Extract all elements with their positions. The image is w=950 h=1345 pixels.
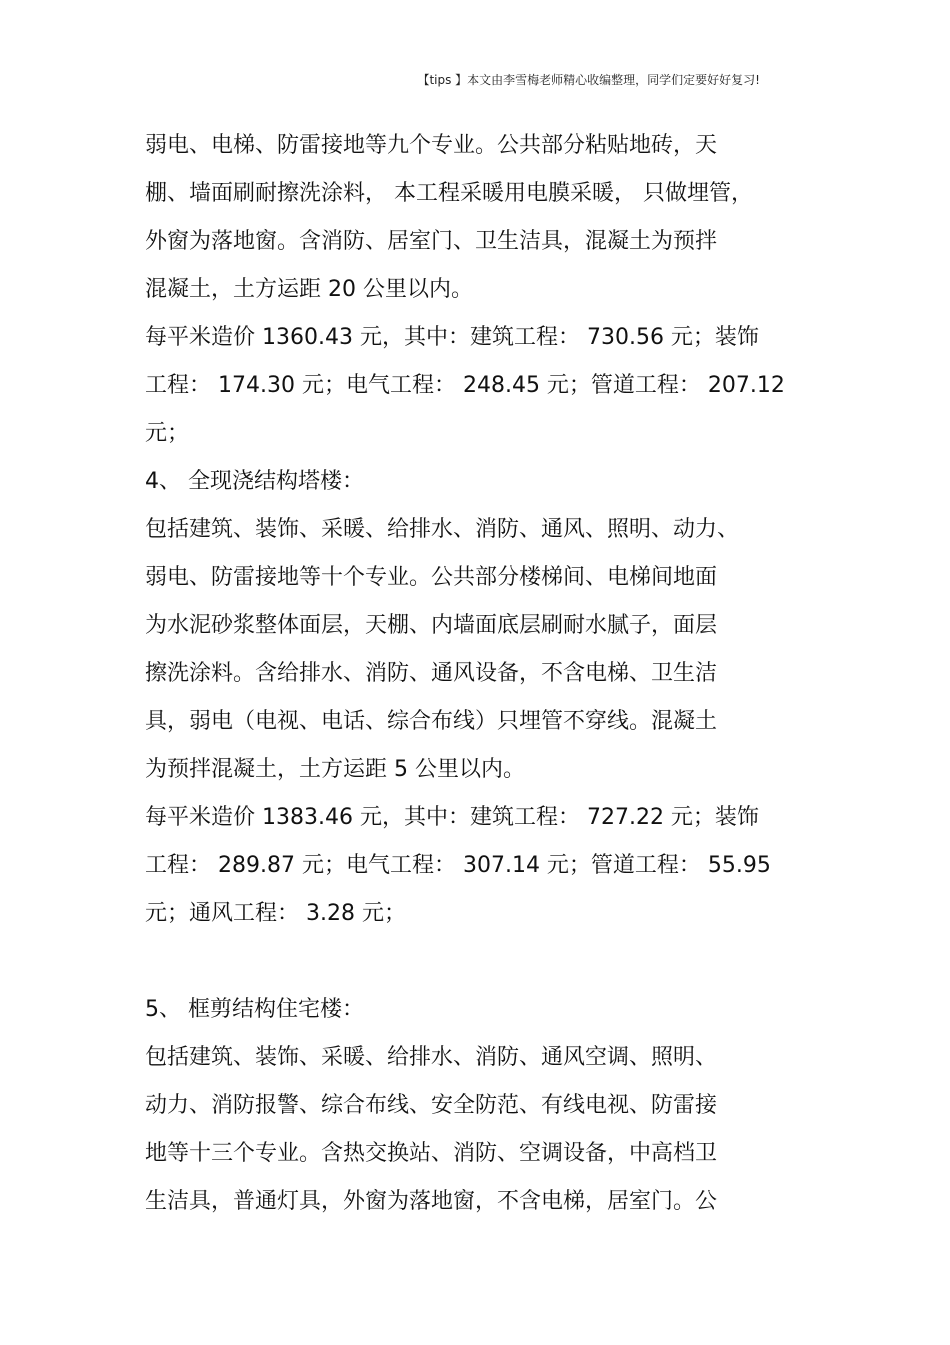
text-line: 为水泥砂浆整体面层，天棚、内墙面底层刷耐水腻子，面层 <box>145 613 718 638</box>
text-line: 生洁具，普通灯具，外窗为落地窗，不含电梯，居室门。公 <box>145 1189 718 1214</box>
text-line: 弱电、防雷接地等十个专业。公共部分楼梯间、电梯间地面 <box>145 565 718 590</box>
text-line: 地等十三个专业。含热交换站、消防、空调设备，中高档卫 <box>145 1141 718 1166</box>
cost-line: 每平米造价 1360.43 元，其中：建筑工程： 730.56 元；装饰 <box>145 325 759 350</box>
paragraph-gap <box>145 942 825 990</box>
cost-line: 元； <box>145 421 190 446</box>
cost-line: 元；通风工程： 3.28 元； <box>145 901 406 926</box>
text-line: 为预拌混凝土，土方运距 5 公里以内。 <box>145 757 525 782</box>
text-line: 外窗为落地窗。含消防、居室门、卫生洁具，混凝土为预拌 <box>145 229 718 254</box>
text-line: 包括建筑、装饰、采暖、给排水、消防、通风空调、照明、 <box>145 1045 718 1070</box>
text-line: 具，弱电（电视、电话、综合布线）只埋管不穿线。混凝土 <box>145 709 718 734</box>
section-heading-4: 4、 全现浇结构塔楼： <box>145 469 364 494</box>
text-line: 包括建筑、装饰、采暖、给排水、消防、通风、照明、动力、 <box>145 517 740 542</box>
section-heading-5: 5、 框剪结构住宅楼： <box>145 997 364 1022</box>
text-line: 擦洗涂料。含给排水、消防、通风设备，不含电梯、卫生洁 <box>145 661 718 686</box>
text-line: 棚、墙面刷耐擦洗涂料， 本工程采暖用电膜采暖， 只做埋管， <box>145 181 753 206</box>
cost-line: 工程： 289.87 元；电气工程： 307.14 元；管道工程： 55.95 <box>145 853 771 878</box>
text-line: 混凝土，土方运距 20 公里以内。 <box>145 277 473 302</box>
header-note: 【tips 】本文由李雪梅老师精心收编整理，同学们定要好好复习! <box>417 73 760 87</box>
text-line: 动力、消防报警、综合布线、安全防范、有线电视、防雷接 <box>145 1093 718 1118</box>
cost-line: 工程： 174.30 元；电气工程： 248.45 元；管道工程： 207.12 <box>145 373 785 398</box>
text-line: 弱电、电梯、防雷接地等九个专业。公共部分粘贴地砖，天 <box>145 133 718 158</box>
document-body <box>145 126 825 1230</box>
cost-line: 每平米造价 1383.46 元，其中：建筑工程： 727.22 元；装饰 <box>145 805 759 830</box>
